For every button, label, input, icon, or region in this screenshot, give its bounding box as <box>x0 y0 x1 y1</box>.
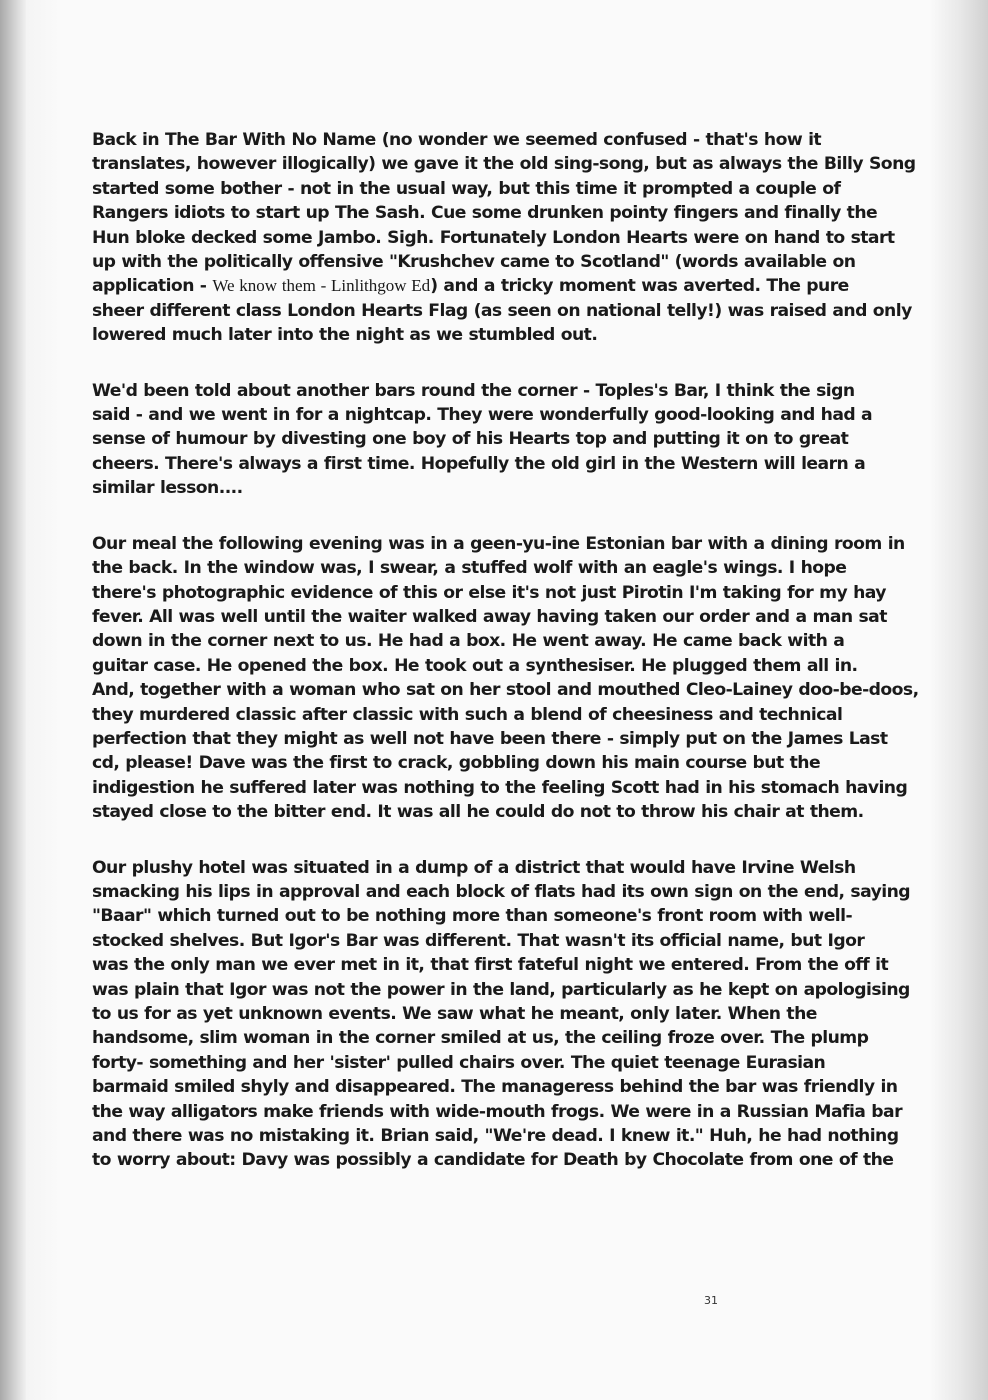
text-line: cheers. There's always a first time. Hopefully the old girl in the Western will learn a <box>92 453 866 474</box>
text-line: started some bother - not in the usual way, but this time it prompted a couple of <box>92 178 841 199</box>
text-line <box>92 274 928 298</box>
text-fragment: application - <box>92 276 213 297</box>
text-line: was plain that Igor was not the power in the land, particularly as he kept on apologising <box>92 979 910 1000</box>
text-line: was the only man we ever met in it, that first fateful night we entered. From the off it <box>92 955 889 976</box>
text-line: and there was no mistaking it. Brian said, "We're dead. I knew it." Huh, he had nothing <box>92 1126 899 1147</box>
text-line: indigestion he suffered later was nothing to the feeling Scott had in his stomach having <box>92 777 908 798</box>
text-line: "Baar" which turned out to be nothing more than someone's front room with well- <box>92 906 853 927</box>
paragraph-igors-bar <box>92 856 928 1173</box>
text-line: We'd been told about another bars round the corner - Toples's Bar, I think the sign <box>92 380 855 401</box>
text-line: said - and we went in for a nightcap. They were wonderfully good-looking and had a <box>92 405 873 426</box>
text-line: stocked shelves. But Igor's Bar was different. That wasn't its official name, but Igor <box>92 930 865 951</box>
text-line: there's photographic evidence of this or else it's not just Pirotin I'm taking for my hay <box>92 582 886 603</box>
text-line: lowered much later into the night as we stumbled out. <box>92 325 598 346</box>
text-line: Back in The Bar With No Name (no wonder we seemed confused - that's how it <box>92 130 822 150</box>
text-line: to us for as yet unknown events. We saw what he meant, only later. When the <box>92 1004 817 1024</box>
text-line: up with the politically offensive "Krushchev came to Scotland" (words available on <box>92 252 856 273</box>
text-line: Hun bloke decked some Jambo. Sigh. Fortunately London Hearts were on hand to start <box>92 227 895 248</box>
text-line: stayed close to the bitter end. It was all he could do not to throw his chair at them. <box>92 802 864 823</box>
text-line: handsome, slim woman in the corner smiled at us, the ceiling froze over. The plump <box>92 1028 869 1049</box>
binding-gutter <box>0 0 26 1400</box>
text-line: cd, please! Dave was the first to crack, gobbling down his main course but the <box>92 753 821 774</box>
text-line: Rangers idiots to start up The Sash. Cue some drunken pointy fingers and finally the <box>92 203 878 224</box>
document-body <box>92 128 928 1204</box>
text-line: Our plushy hotel was situated in a dump of a district that would have Irvine Welsh <box>92 857 856 878</box>
text-line: And, together with a woman who sat on her stool and mouthed Cleo-Lainey doo-be-doos, <box>92 680 919 701</box>
text-line: smacking his lips in approval and each block of flats had its own sign on the end, saying <box>92 881 911 902</box>
text-line: perfection that they might as well not have been there - simply put on the James Last <box>92 728 888 749</box>
text-line: to worry about: Davy was possibly a candidate for Death by Chocolate from one of the <box>92 1150 894 1171</box>
text-line: barmaid smiled shyly and disappeared. The manageress behind the bar was friendly in <box>92 1077 898 1098</box>
text-line: guitar case. He opened the box. He took out a synthesiser. He plugged them all in. <box>92 655 858 676</box>
text-line: the way alligators make friends with wide-mouth frogs. We were in a Russian Mafia bar <box>92 1101 903 1122</box>
paragraph-toples-bar <box>92 379 928 501</box>
text-line: sheer different class London Hearts Flag (as seen on national telly!) was raised and only <box>92 300 912 321</box>
editor-note: We know them - Linlithgow Ed <box>212 276 431 296</box>
text-line: down in the corner next to us. He had a box. He went away. He came back with a <box>92 631 845 652</box>
text-fragment: ) and a tricky moment was averted. The pure <box>430 276 849 297</box>
text-line: Our meal the following evening was in a geen-yu-ine Estonian bar with a dining room in <box>92 533 905 554</box>
paragraph-estonian-bar <box>92 532 928 825</box>
page-number: 31 <box>704 1294 718 1307</box>
paragraph-bar-with-no-name <box>92 128 928 348</box>
text-line: they murdered classic after classic with such a blend of cheesiness and technical <box>92 704 843 725</box>
text-line: similar lesson.... <box>92 478 243 499</box>
text-line: the back. In the window was, I swear, a stuffed wolf with an eagle's wings. I hope <box>92 558 847 579</box>
text-line: sense of humour by divesting one boy of his Hearts top and putting it on to great <box>92 429 849 450</box>
text-line: translates, however illogically) we gave it the old sing-song, but as always the Billy Song <box>92 154 916 175</box>
text-line: forty- something and her 'sister' pulled chairs over. The quiet teenage Eurasian <box>92 1052 826 1073</box>
text-line: fever. All was well until the waiter walked away having taken our order and a man sat <box>92 606 887 627</box>
